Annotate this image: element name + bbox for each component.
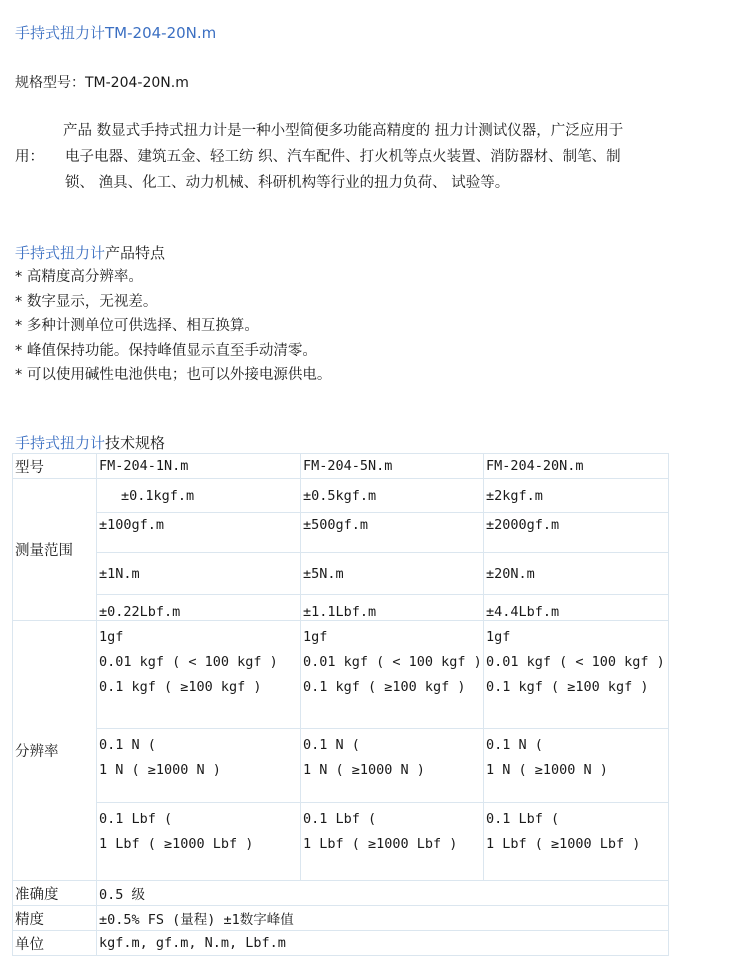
range-cell: ±0.5kgf.m xyxy=(301,479,484,513)
res-gf: 1gf xyxy=(99,629,124,645)
range-cell: ±4.4Lbf.m xyxy=(484,595,669,621)
range-cell: ±0.1kgf.m xyxy=(97,479,301,513)
res-kgf-1: 0.01 kgf ( < 100 kgf ) xyxy=(303,654,482,670)
model-spec-label: 规格型号： xyxy=(15,75,85,91)
features-heading-text: 产品特点 xyxy=(105,244,166,262)
specs-heading-product: 手持式扭力计 xyxy=(15,434,106,452)
table-row-resolution xyxy=(13,621,669,729)
resolution-cell xyxy=(301,803,484,881)
resolution-label-cell: 分辨率 xyxy=(13,621,97,881)
range-cell: ±1.1Lbf.m xyxy=(301,595,484,621)
res-n-1: 0.1 N ( xyxy=(99,737,156,753)
feature-item: * 峰值保持功能。保持峰值显示直至手动清零。 xyxy=(15,342,317,359)
range-cell: ±2000gf.m xyxy=(484,513,669,553)
description-line-3: 锁、 渔具、化工、动力机械、科研机构等行业的扭力负荷、 试验等。 xyxy=(65,175,510,191)
features-heading xyxy=(15,242,165,263)
res-gf: 1gf xyxy=(486,629,511,645)
table-row-range xyxy=(13,479,669,513)
res-kgf-1: 0.01 kgf ( < 100 kgf ) xyxy=(486,654,665,670)
res-lbf-1: 0.1 Lbf ( xyxy=(303,811,377,827)
res-lbf-1: 0.1 Lbf ( xyxy=(99,811,173,827)
resolution-cell xyxy=(484,729,669,803)
model-label-cell: 型号 xyxy=(13,454,97,479)
table-row-range xyxy=(13,553,669,595)
res-n-1: 0.1 N ( xyxy=(303,737,360,753)
range-cell: ±0.22Lbf.m xyxy=(97,595,301,621)
unit-value-cell: kgf.m, gf.m, N.m, Lbf.m xyxy=(97,931,669,956)
res-lbf-2: 1 Lbf ( ≥1000 Lbf ) xyxy=(303,836,458,852)
accuracy-grade-value-cell: 0.5 级 xyxy=(97,881,669,906)
title-model: TM-204-20N.m xyxy=(105,24,217,42)
range-cell: ±500gf.m xyxy=(301,513,484,553)
res-gf: 1gf xyxy=(303,629,328,645)
range-cell: ±20N.m xyxy=(484,553,669,595)
resolution-cell xyxy=(97,729,301,803)
resolution-cell xyxy=(484,621,669,729)
resolution-cell xyxy=(97,803,301,881)
range-cell: ±100gf.m xyxy=(97,513,301,553)
range-cell: ±5N.m xyxy=(301,553,484,595)
title-product-name: 手持式扭力计 xyxy=(15,24,106,42)
spec-table xyxy=(12,453,669,956)
specs-heading-text: 技术规格 xyxy=(105,434,166,452)
accuracy-grade-label-cell: 准确度 xyxy=(13,881,97,906)
resolution-cell xyxy=(484,803,669,881)
resolution-cell xyxy=(301,621,484,729)
res-n-2: 1 N ( ≥1000 N ) xyxy=(486,762,608,778)
features-heading-product: 手持式扭力计 xyxy=(15,244,106,262)
product-description xyxy=(15,118,721,196)
model-cell: FM-204-1N.m xyxy=(97,454,301,479)
precision-label-cell: 精度 xyxy=(13,906,97,931)
specs-heading xyxy=(15,432,165,453)
res-lbf-2: 1 Lbf ( ≥1000 Lbf ) xyxy=(486,836,641,852)
table-row-accuracy-grade xyxy=(13,881,669,906)
precision-value-cell: ±0.5% FS (量程) ±1数字峰值 xyxy=(97,906,669,931)
res-kgf-2: 0.1 kgf ( ≥100 kgf ) xyxy=(99,679,262,695)
description-line-2-prefix: 用： xyxy=(15,149,44,165)
table-row-range xyxy=(13,595,669,621)
res-kgf-2: 0.1 kgf ( ≥100 kgf ) xyxy=(303,679,466,695)
model-spec-line xyxy=(15,72,189,92)
description-line-2-text: 电子电器、建筑五金、轻工纺 织、汽车配件、打火机等点火装置、消防器材、制笔、制 xyxy=(65,149,621,165)
resolution-cell xyxy=(301,729,484,803)
res-kgf-2: 0.1 kgf ( ≥100 kgf ) xyxy=(486,679,649,695)
res-lbf-2: 1 Lbf ( ≥1000 Lbf ) xyxy=(99,836,254,852)
res-n-2: 1 N ( ≥1000 N ) xyxy=(99,762,221,778)
features-list xyxy=(15,265,331,388)
table-row-unit xyxy=(13,931,669,956)
table-row-resolution xyxy=(13,729,669,803)
description-line-1: 产品 数显式手持式扭力计是一种小型简便多功能高精度的 扭力计测试仪器，广泛应用于 xyxy=(63,123,624,139)
feature-item: * 多种计测单位可供选择、相互换算。 xyxy=(15,318,259,334)
table-row-resolution xyxy=(13,803,669,881)
resolution-cell xyxy=(97,621,301,729)
table-row-precision xyxy=(13,906,669,931)
range-cell: ±2kgf.m xyxy=(484,479,669,513)
feature-item: * 数字显示，无视差。 xyxy=(15,293,158,310)
res-kgf-1: 0.01 kgf ( < 100 kgf ) xyxy=(99,654,278,670)
range-label-cell: 测量范围 xyxy=(13,479,97,621)
feature-item: * 高精度高分辨率。 xyxy=(15,269,143,285)
res-n-1: 0.1 N ( xyxy=(486,737,543,753)
unit-label-cell: 单位 xyxy=(13,931,97,956)
model-cell: FM-204-20N.m xyxy=(484,454,669,479)
range-cell: ±1N.m xyxy=(97,553,301,595)
feature-item: * 可以使用碱性电池供电；也可以外接电源供电。 xyxy=(15,367,332,383)
model-cell: FM-204-5N.m xyxy=(301,454,484,479)
page-title xyxy=(15,22,216,43)
model-spec-value: TM-204-20N.m xyxy=(85,75,189,91)
table-row-model xyxy=(13,454,669,479)
res-lbf-1: 0.1 Lbf ( xyxy=(486,811,560,827)
table-row-range xyxy=(13,513,669,553)
res-n-2: 1 N ( ≥1000 N ) xyxy=(303,762,425,778)
description-line-2 xyxy=(15,144,721,170)
